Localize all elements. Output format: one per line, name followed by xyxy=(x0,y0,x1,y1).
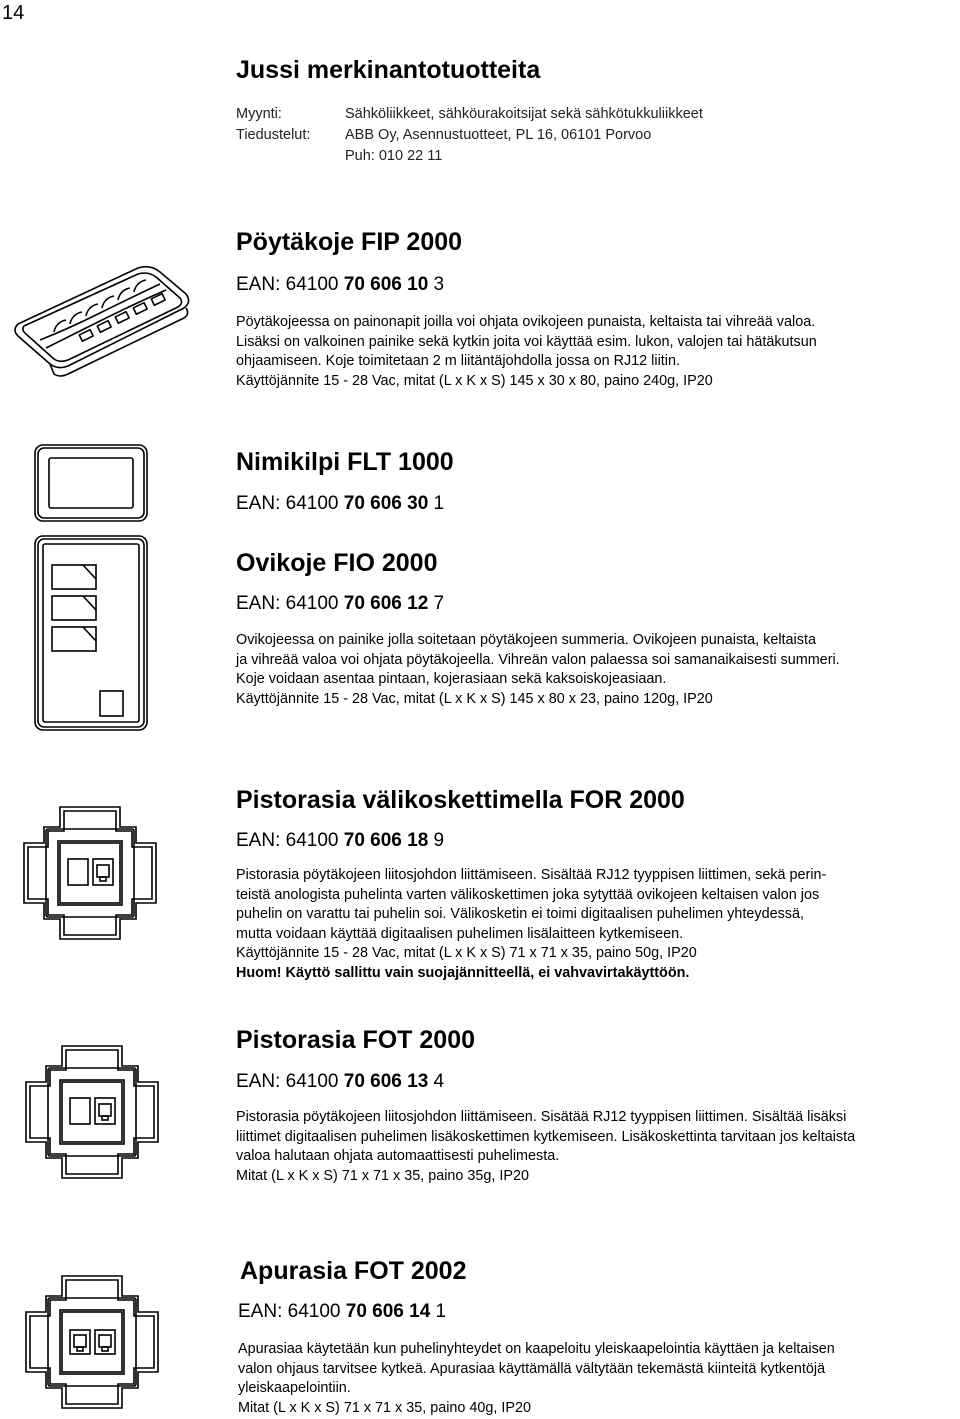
info-value: Puh: 010 22 11 xyxy=(345,148,443,164)
ean-code xyxy=(236,593,444,615)
ean-suffix: 4 xyxy=(428,1071,445,1092)
desk-unit-illustration xyxy=(10,262,190,377)
product-description xyxy=(236,631,840,709)
ean-code xyxy=(236,274,444,296)
nameplate-illustration xyxy=(33,443,149,523)
description-line: Käyttöjännite 15 - 28 Vac, mitat (L x K x S) 71 x 71 x 35, paino 50g, IP20 xyxy=(236,945,697,961)
product-title-fot-2002: Apurasia FOT 2002 xyxy=(240,1257,467,1285)
description-line: Pöytäkojeessa on painonapit joilla voi ohjata ovikojeen punaista, keltaista tai vihreää valoa. xyxy=(236,314,816,330)
ean-suffix: 7 xyxy=(428,593,445,614)
info-value: ABB Oy, Asennustuotteet, PL 16, 06101 Porvoo xyxy=(345,127,652,143)
ean-suffix: 3 xyxy=(428,274,445,295)
page-number: 14 xyxy=(2,2,25,24)
warning-text: Huom! Käyttö sallittu vain suojajännitteellä, ei vahvavirtakäyttöön. xyxy=(236,964,690,981)
description-line: Käyttöjännite 15 - 28 Vac, mitat (L x K x S) 145 x 30 x 80, paino 240g, IP20 xyxy=(236,372,713,389)
description-line: Käyttöjännite 15 - 28 Vac, mitat (L x K x S) 145 x 80 x 23, paino 120g, IP20 xyxy=(236,690,713,707)
ean-code xyxy=(238,1301,446,1323)
product-title-fip-2000: Pöytäkoje FIP 2000 xyxy=(236,228,463,256)
ean-bold: 70 606 10 xyxy=(343,274,429,295)
info-row-inquiries xyxy=(236,125,703,146)
description-line: valoa halutaan ohjata automaattisesti puhelimesta. xyxy=(236,1148,560,1164)
info-value: Sähköliikkeet, sähköurakoitsijat sekä sähkötukkuliikkeet xyxy=(345,106,703,122)
ean-prefix: EAN: 64100 xyxy=(236,830,344,851)
ean-prefix: EAN: 64100 xyxy=(236,493,344,514)
description-line: Pistorasia pöytäkojeen liitosjohdon liittämiseen. Sisältää RJ12 tyyppisen liittimen, sekä perin- xyxy=(236,867,827,883)
ean-code xyxy=(236,830,444,852)
ean-prefix: EAN: 64100 xyxy=(236,274,344,295)
ean-bold: 70 606 14 xyxy=(345,1301,431,1322)
ean-code xyxy=(236,1071,444,1093)
page-title: Jussi merkinantotuotteita xyxy=(236,56,541,84)
outlet-fot-2000-illustration xyxy=(24,1044,160,1180)
description-line: Mitat (L x K x S) 71 x 71 x 35, paino 40g, IP20 xyxy=(238,1399,532,1416)
outlet-for-2000-illustration xyxy=(22,805,158,941)
ean-bold: 70 606 18 xyxy=(343,830,429,851)
product-title-fot-2000: Pistorasia FOT 2000 xyxy=(236,1026,476,1054)
description-line: ohjaamiseen. Koje toimitetaan 2 m liitäntäjohdolla jossa on RJ12 liitin. xyxy=(236,353,680,369)
info-row-phone xyxy=(236,146,703,167)
description-line: puhelin on varattu tai puhelin soi. Välikosketin ei toimi digitaalisen puhelimen yhteydessä, xyxy=(236,906,804,922)
ean-prefix: EAN: 64100 xyxy=(236,1071,344,1092)
ean-suffix: 1 xyxy=(430,1301,447,1322)
ean-bold: 70 606 13 xyxy=(343,1071,429,1092)
ean-bold: 70 606 12 xyxy=(343,593,429,614)
product-description xyxy=(236,1108,855,1186)
ean-code xyxy=(236,493,444,515)
product-description xyxy=(236,866,826,983)
junction-box-fot-2002-illustration xyxy=(24,1274,160,1410)
ean-bold: 70 606 30 xyxy=(343,493,429,514)
product-title-fio-2000: Ovikoje FIO 2000 xyxy=(236,549,438,577)
product-description xyxy=(236,313,817,391)
ean-prefix: EAN: 64100 xyxy=(238,1301,346,1322)
description-line: Lisäksi on valkoinen painike sekä kytkin joita voi käyttää esim. lukon, valojen tai hätäkutsun xyxy=(236,333,817,350)
product-description xyxy=(238,1340,835,1418)
description-line: yleiskaapelointiin. xyxy=(238,1380,351,1396)
ean-suffix: 1 xyxy=(428,493,445,514)
description-line: ja vihreää valoa voi ohjata pöytäkojeella. Vihreän valon palaessa soi samanaikaisesti summeri. xyxy=(236,651,840,668)
description-line: Koje voidaan asentaa pintaan, kojerasiaan sekä kaksoiskojeasiaan. xyxy=(236,671,667,687)
description-line: Pistorasia pöytäkojeen liitosjohdon liittämiseen. Sisätää RJ12 tyyppisen liittimen. Sisältää lisäksi xyxy=(236,1109,847,1125)
info-label: Tiedustelut: xyxy=(236,127,311,143)
description-line: liittimet digitaalisen puhelimen lisäkoskettimen kytkemiseen. Lisäkoskettinta tarvitaan jos keltaista xyxy=(236,1128,856,1145)
description-line: valon ohjaus tarvitsee kytkeä. Apurasiaa käyttämällä vältytään tekemästä kiinteitä kytkentöjä xyxy=(238,1360,826,1377)
description-line: teistä anologista puhelinta varten välikoskettimen joka sytyttää ovikojeen keltaisen valon jos xyxy=(236,886,820,903)
contact-info xyxy=(236,104,703,167)
info-label xyxy=(236,146,345,167)
ean-prefix: EAN: 64100 xyxy=(236,593,344,614)
product-title-flt-1000: Nimikilpi FLT 1000 xyxy=(236,448,454,476)
info-label: Myynti: xyxy=(236,106,282,122)
door-unit-illustration xyxy=(33,534,149,734)
product-title-for-2000: Pistorasia välikoskettimella FOR 2000 xyxy=(236,786,685,814)
ean-suffix: 9 xyxy=(428,830,445,851)
description-line: mutta voidaan käyttää digitaalisen puhelimen lisälaitteen kytkemiseen. xyxy=(236,925,684,942)
info-row-sales xyxy=(236,104,703,125)
description-line: Ovikojeessa on painike jolla soitetaan pöytäkojeen summeria. Ovikojeen punaista, keltaista xyxy=(236,632,816,648)
description-line: Apurasiaa käytetään kun puhelinyhteydet on kaapeloitu yleiskaapelointia käyttäen ja keltaisen xyxy=(238,1341,835,1357)
description-line: Mitat (L x K x S) 71 x 71 x 35, paino 35g, IP20 xyxy=(236,1167,530,1184)
